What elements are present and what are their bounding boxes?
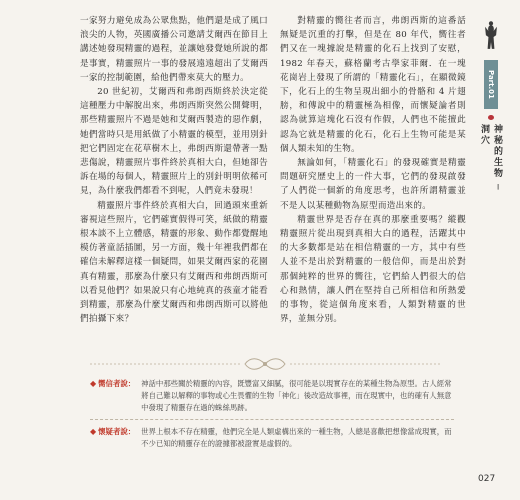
right-paragraph-2: 無論如何，「精靈化石」的發現確實是精靈問題研究歷史上的一件大事，它們的發現啟發了人們從一個新的角度思考，也許所謂精靈並不是人以某種動物為原型而造出來的。: [280, 158, 466, 211]
winged-figure-icon: [480, 20, 502, 54]
right-paragraph-1: 對精靈的嚮往者而言，弗朗西斯的這番話無疑是沉重的打擊，但是在 80 年代，嚮往者們又在一塊據說是精靈的化石上找到了安慰，1982 年春天，蘇格蘭考古學家菲爾．在一塊花崗岩上發現了所謂的「精靈化石」，在顯微鏡下，化石上的生物呈現出細小的骨骼和 4 片翅膀，和傳說中的精靈極為相像，而懷疑論者則認為就算這塊化石沒有作假，人們也不能擅此認為它就是精靈的化石，化石上生物可能是某個人類未知的生物。: [280, 16, 466, 154]
left-paragraph-3: 精靈照片事件終於真相大白，回過頭來重新審視這些照片，它們確實假得可笑，紙做的精靈根本談不上立體感，精靈的形象、動作都覺醒地模仿著童話插圖，另一方面，幾十年裡我們都在確信未解釋這樣一個疑問，如果艾爾西家的花園真有精靈，那麼為什麼只有艾爾西和弗朗西斯可以看見他們？如果說只有心地純真的孩童才能看到精靈，那麼為什麼艾爾西和弗朗西斯可以將他們拍攝下來？: [80, 200, 268, 325]
skeptic-tag: 懷疑者說: [98, 427, 128, 436]
section-dot: [488, 115, 494, 120]
page-number: 027: [478, 474, 496, 484]
chapter-title: 神秘的生物 ─ 洞穴: [479, 124, 502, 193]
left-text-column: [80, 14, 268, 326]
believer-text: 神話中那些關於精靈的內容，既豐富又細膩，很可能是以現實存在的某種生物為原型。古人經常將自己難以解釋的事物或心生畏懼的生物「神化」後改造故事裡，而在現實中，也的確有人無意中發現了精靈存在過的蛛絲馬跡。: [141, 379, 452, 412]
bullet-icon: ◆: [90, 379, 97, 388]
left-paragraph-2: 20 世紀初，艾爾西和弗朗西斯終於決定從這種壓力中解脫出來，弗朗西斯突然公開聲明，那些精靈照片不過是她和艾爾西製造的惡作劇，她們當時只是用紙做了小精靈的模型，並用別針把它們固定在花草樹木上，弗朗西斯還帶著一點悲傷說，精靈照片事件終於真相大白，但她卻告訴在場的每個人，精靈照片上的別針明明依稀可見，為什麼我們都看不到呢，人們竟未發現！: [80, 87, 268, 197]
skeptic-text: 世界上根本不存在精靈，他們完全是人類虛構出來的一種生物，人總是喜歡把想像當成現實，而不少已知的精靈存在的證據都被證實是虛假的。: [141, 427, 452, 448]
believer-tag: 嚮信者說: [98, 379, 128, 388]
ornamental-divider: [90, 355, 440, 373]
believer-note: ◆ 嚮信者說 ： 神話中那些關於精靈的內容，既豐富又細膩，很可能是以現實存在的某種生物為原型。古人經常將自己難以解釋的事物或心生畏懼的生物「神化」後改造故事裡，而在現實中，也的確有人無意中發現了精靈存在過的蛛絲馬跡。: [90, 378, 454, 414]
right-paragraph-3: 精靈世界是否存在真的那麼重要嗎？縱觀精靈照片從出現到真相大白的過程，活躍其中的大多數都是站在相信精靈的一方，其中有些人並不是出於對精靈的一般信仰，而是出於對那個純粹的世界的嚮往，它們給人們很大的信心和熱情，讓人們在堅持自己所相信和所熱愛的事物，從這個角度來看，人類對精靈的世界，並無分別。: [280, 214, 466, 325]
chapter-sidebar: [476, 20, 506, 205]
skeptic-note: ◆ 懷疑者說 ： 世界上根本不存在精靈，他們完全是人類虛構出來的一種生物，人總是喜歡把想像當成現實，而不少已知的精靈存在的證據都被證實是虛假的。: [90, 426, 454, 450]
notes-box: [90, 378, 454, 455]
right-text-column: [280, 14, 466, 326]
part-label: Part.01: [484, 60, 498, 109]
bullet-icon: ◆: [90, 427, 97, 436]
left-paragraph-1: 一家努力避免成為公眾焦點，他們還是成了風口浪尖的人物，英國廣播公司邀請艾爾西在節目上講述她發現精靈的過程，並讓她發覺她所說的都是事實，精靈照片一事的發展遠遠超出了艾爾西一家的控制範圍，給他們帶來莫大的壓力。: [80, 16, 268, 83]
notes-separator: [90, 419, 454, 420]
